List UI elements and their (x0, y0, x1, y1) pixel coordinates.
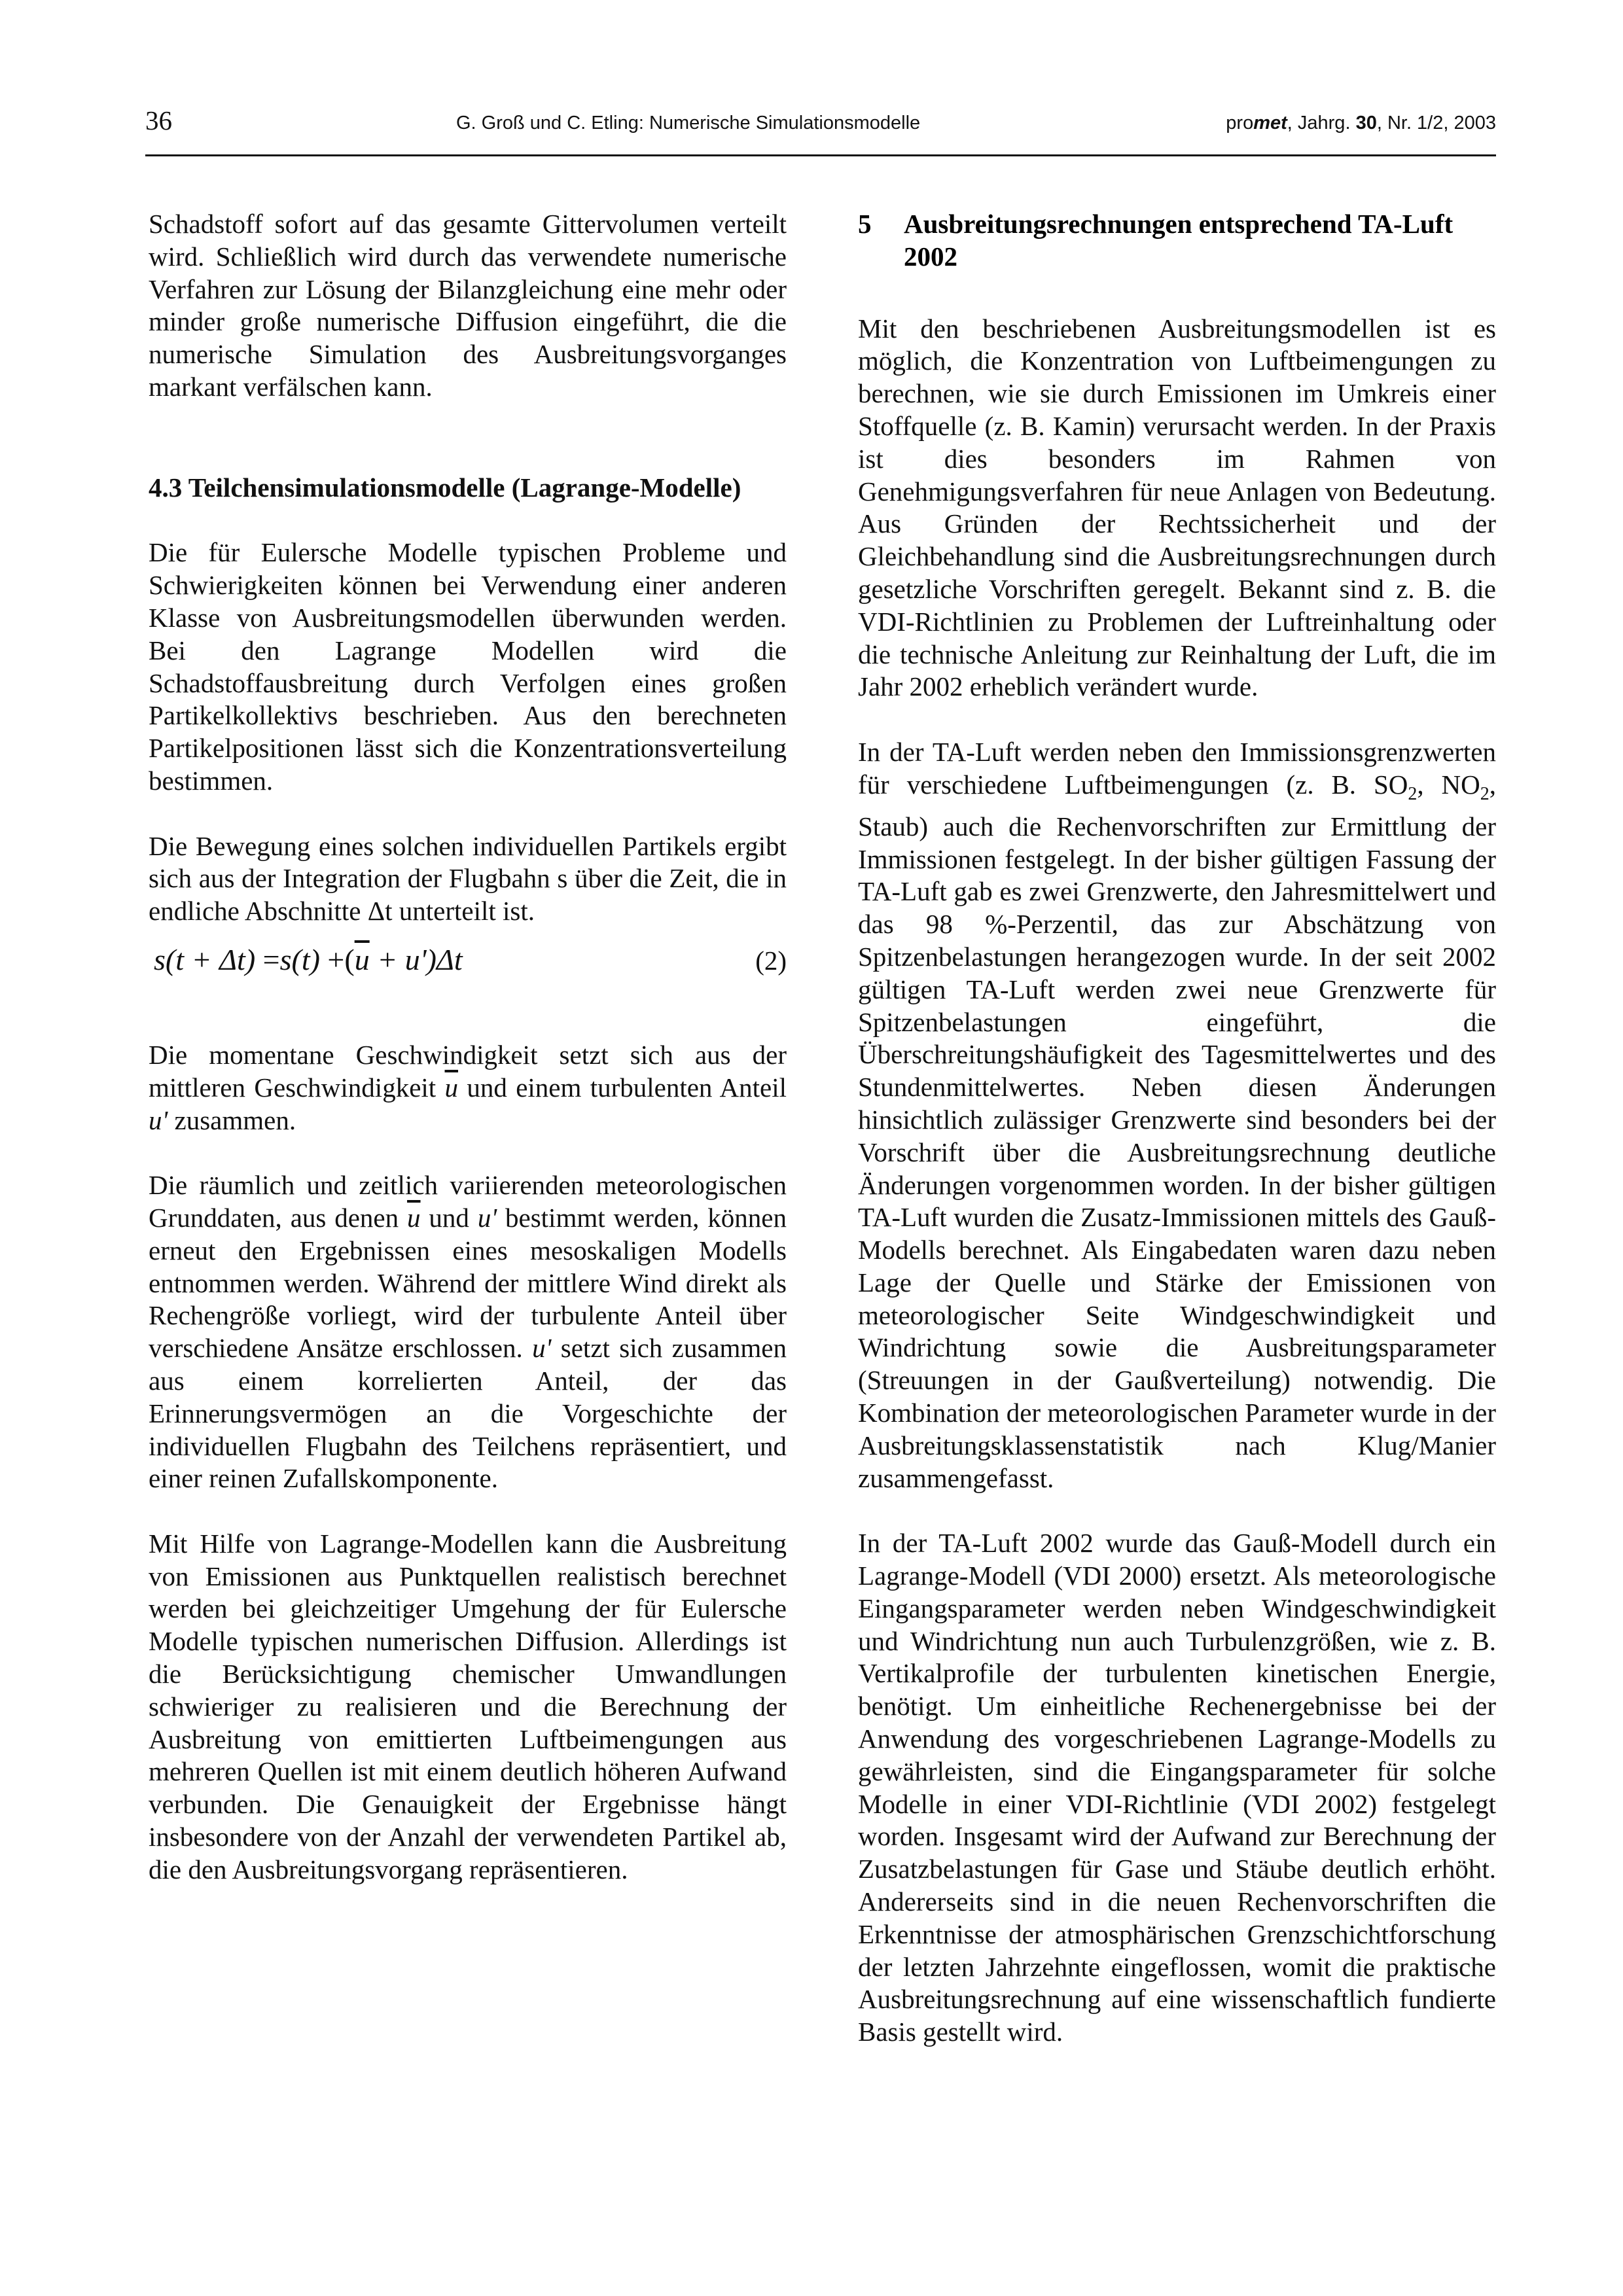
journal-volume: 30 (1355, 113, 1377, 133)
equation-body: $s(t + \Delta t) =s(t) +(\overline{u} + u')\Delta t$ (154, 942, 463, 976)
journal-citation (1226, 113, 1496, 134)
paragraph-ta-luft-2002: In der TA-Luft 2002 wurde das Gauß-Modell durch ein Lagrange-Modell (VDI 2000) ersetzt. Als meteorologische Eingangsparameter werden neben Windgeschwindigkeit und Windrichtung nun auch Turbulenzgrößen, wie z. B. Vertikalprofile der turbulenten kinetischen Energie, benötigt. Um einheitliche Rechenergebnisse bei der Anwendung des vorgeschriebenen Lagrange-Modells zu gewährleisten, sind die Eingangsparameter für solche Modelle in einer VDI-Richtlinie (VDI 2002) festgelegt worden. Insgesamt wird der Aufwand zur Berechnung der Zusatzbelastungen für Gase und Stäube deutlich erhöht. Andererseits sind in die neuen Rechenvorschriften die Erkenntnisse der atmosphärischen Grenzschichtforschung der letzten Jahrzehnte eingeflossen, womit die praktische Ausbreitungsrechnung auf eine wissenschaftlich fundierte Basis gestellt wird. (858, 1528, 1496, 2047)
equation-number: (2) (755, 945, 787, 976)
section-number: 5 (858, 209, 872, 239)
paragraph-velocity: Die momentane Geschwindigkeit setzt sich aus der mittleren Geschwindigkeit $\overline{u}$ und einem turbulenten Anteil u' zusammen. (149, 1039, 787, 1135)
paragraph-meteorological-data: Die räumlich und zeitlich variierenden meteorologischen Grunddaten, aus denen $\overline{u}$ und u' bestimmt werden, können erneut den Ergebnissen eines mesoskaligen Modells entnommen werden. Während der mittlere Wind direkt als Rechengröße vorliegt, wird der turbulente Anteil über verschiedene Ansätze erschlossen. u' setzt sich zusammen aus einem korrelierten Anteil, der das Erinnerungsvermögen an die Vorgeschichte der individuellen Flugbahn des Teilchens repräsentiert, und einer reinen Zufallskomponente. (149, 1170, 787, 1494)
journal-name-suffix: met (1253, 113, 1287, 133)
page-number: 36 (145, 105, 172, 135)
page-header (145, 105, 1496, 147)
running-title: G. Groß und C. Etling: Numerische Simulationsmodelle (456, 113, 921, 133)
section-title: Ausbreitungsrechnungen entsprechend TA-Luft 2002 (904, 209, 1454, 272)
paragraph-lagrange-intro: Die für Eulersche Modelle typischen Probleme und Schwierigkeiten können bei Verwendung einer anderen Klasse von Ausbreitungsmodellen überwunden werden. Bei den Lagrange Modellen wird die Schadstoffausbreitung durch Verfolgen eines großen Partikelkollektivs beschrieben. Aus den berechneten Partikelpositionen lässt sich die Konzentrationsverteilung bestimmen. (149, 537, 787, 796)
paragraph-ta-luft-limits: In der TA-Luft werden neben den Immissionsgrenzwerten für verschiedene Luftbeimengungen (z. B. $SO_2$, $NO_2$, Staub) auch die Rechenvorschriften zur Ermittlung der Immissionen festgelegt. In der bisher gültigen Fassung der TA-Luft gab es zwei Grenzwerte, den Jahresmittelwert und das 98 %-Perzentil, das zur Abschätzung von Spitzenbelastungen herangezogen wurde. In der seit 2002 gültigen TA-Luft werden zwei neue Grenzwerte für Spitzenbelastungen eingeführt, die Überschreitungshäufigkeit des Tagesmittelwertes und des Stundenmittelwertes. Neben diesen Änderungen hinsichtlich zulässiger Grenzwerte sind besonders bei der Vorschrift über die Ausbreitungsrechnung deutliche Änderungen vorgenommen worden. In der bisher gültigen TA-Luft wurden die Zusatz-Immissionen mittels des Gauß-Modells berechnet. Als Eingabedaten waren dazu neben Lage der Quelle und Stärke der Emissionen von meteorologischer Seite Windgeschwindigkeit und Windrichtung sowie die Ausbreitungsparameter (Streuungen in der Gaußverteilung) notwendig. Die Kombination der meteorologischen Parameter wurde in der Ausbreitungsklassenstatistik nach Klug/Manier zusammengefasst. (858, 736, 1496, 1493)
right-column (858, 208, 1496, 2049)
equation-2 (149, 933, 787, 1005)
paragraph-dispersion-models: Mit den beschriebenen Ausbreitungsmodellen ist es möglich, die Konzentration von Luftbeimengungen zu berechnen, wie sie durch Emissionen im Umkreis einer Stoffquelle (z. B. Kamin) verursacht werden. In der Praxis ist dies besonders im Rahmen von Genehmigungsverfahren für neue Anlagen von Bedeutung. Aus Gründen der Rechtssicherheit und der Gleichbehandlung sind die Ausbreitungsrechnungen durch gesetzliche Vorschriften geregelt. Bekannt sind z. B. die VDI-Richtlinien zu Problemen der Luftreinhaltung oder die technische Anleitung zur Reinhaltung der Luft, die im Jahr 2002 erheblich verändert wurde. (858, 313, 1496, 702)
subsection-heading-4-3: 4.3 Teilchensimulationsmodelle (Lagrange-Modelle) (149, 472, 741, 503)
paragraph-continued: Schadstoff sofort auf das gesamte Gittervolumen verteilt wird. Schließlich wird durch das verwendete numerische Verfahren zur Lösung der Bilanzgleichung eine mehr oder minder große numerische Diffusion eingeführt, die die numerische Simulation des Ausbreitungsvorganges markant verfälschen kann. (149, 209, 787, 402)
paragraph-particle-motion: Die Bewegung eines solchen individuellen Partikels ergibt sich aus der Integration der Flugbahn s über die Zeit, die in endliche Abschnitte Δt unterteilt ist. (149, 830, 787, 927)
paragraph-lagrange-advantages: Mit Hilfe von Lagrange-Modellen kann die Ausbreitung von Emissionen aus Punktquellen realistisch berechnet werden bei gleichzeitiger Umgehung der für Eulersche Modelle typischen numerischen Diffusion. Allerdings ist die Berücksichtigung chemischer Umwandlungen schwieriger zu realisieren und die Berechnung der Ausbreitung von emittierten Luftbeimengungen aus mehreren Quellen ist mit einem deutlich höheren Aufwand verbunden. Die Genauigkeit der Ergebnisse hängt insbesondere von der Anzahl der verwendeten Partikel ab, die den Ausbreitungsvorgang repräsentieren. (149, 1528, 787, 1884)
journal-issue: , Nr. 1/2, 2003 (1376, 113, 1496, 133)
section-heading-5 (858, 208, 1496, 274)
journal-name-prefix: pro (1226, 113, 1254, 133)
header-rule (145, 154, 1496, 156)
left-column (149, 208, 787, 1886)
journal-year-label: , Jahrg. (1287, 113, 1356, 133)
